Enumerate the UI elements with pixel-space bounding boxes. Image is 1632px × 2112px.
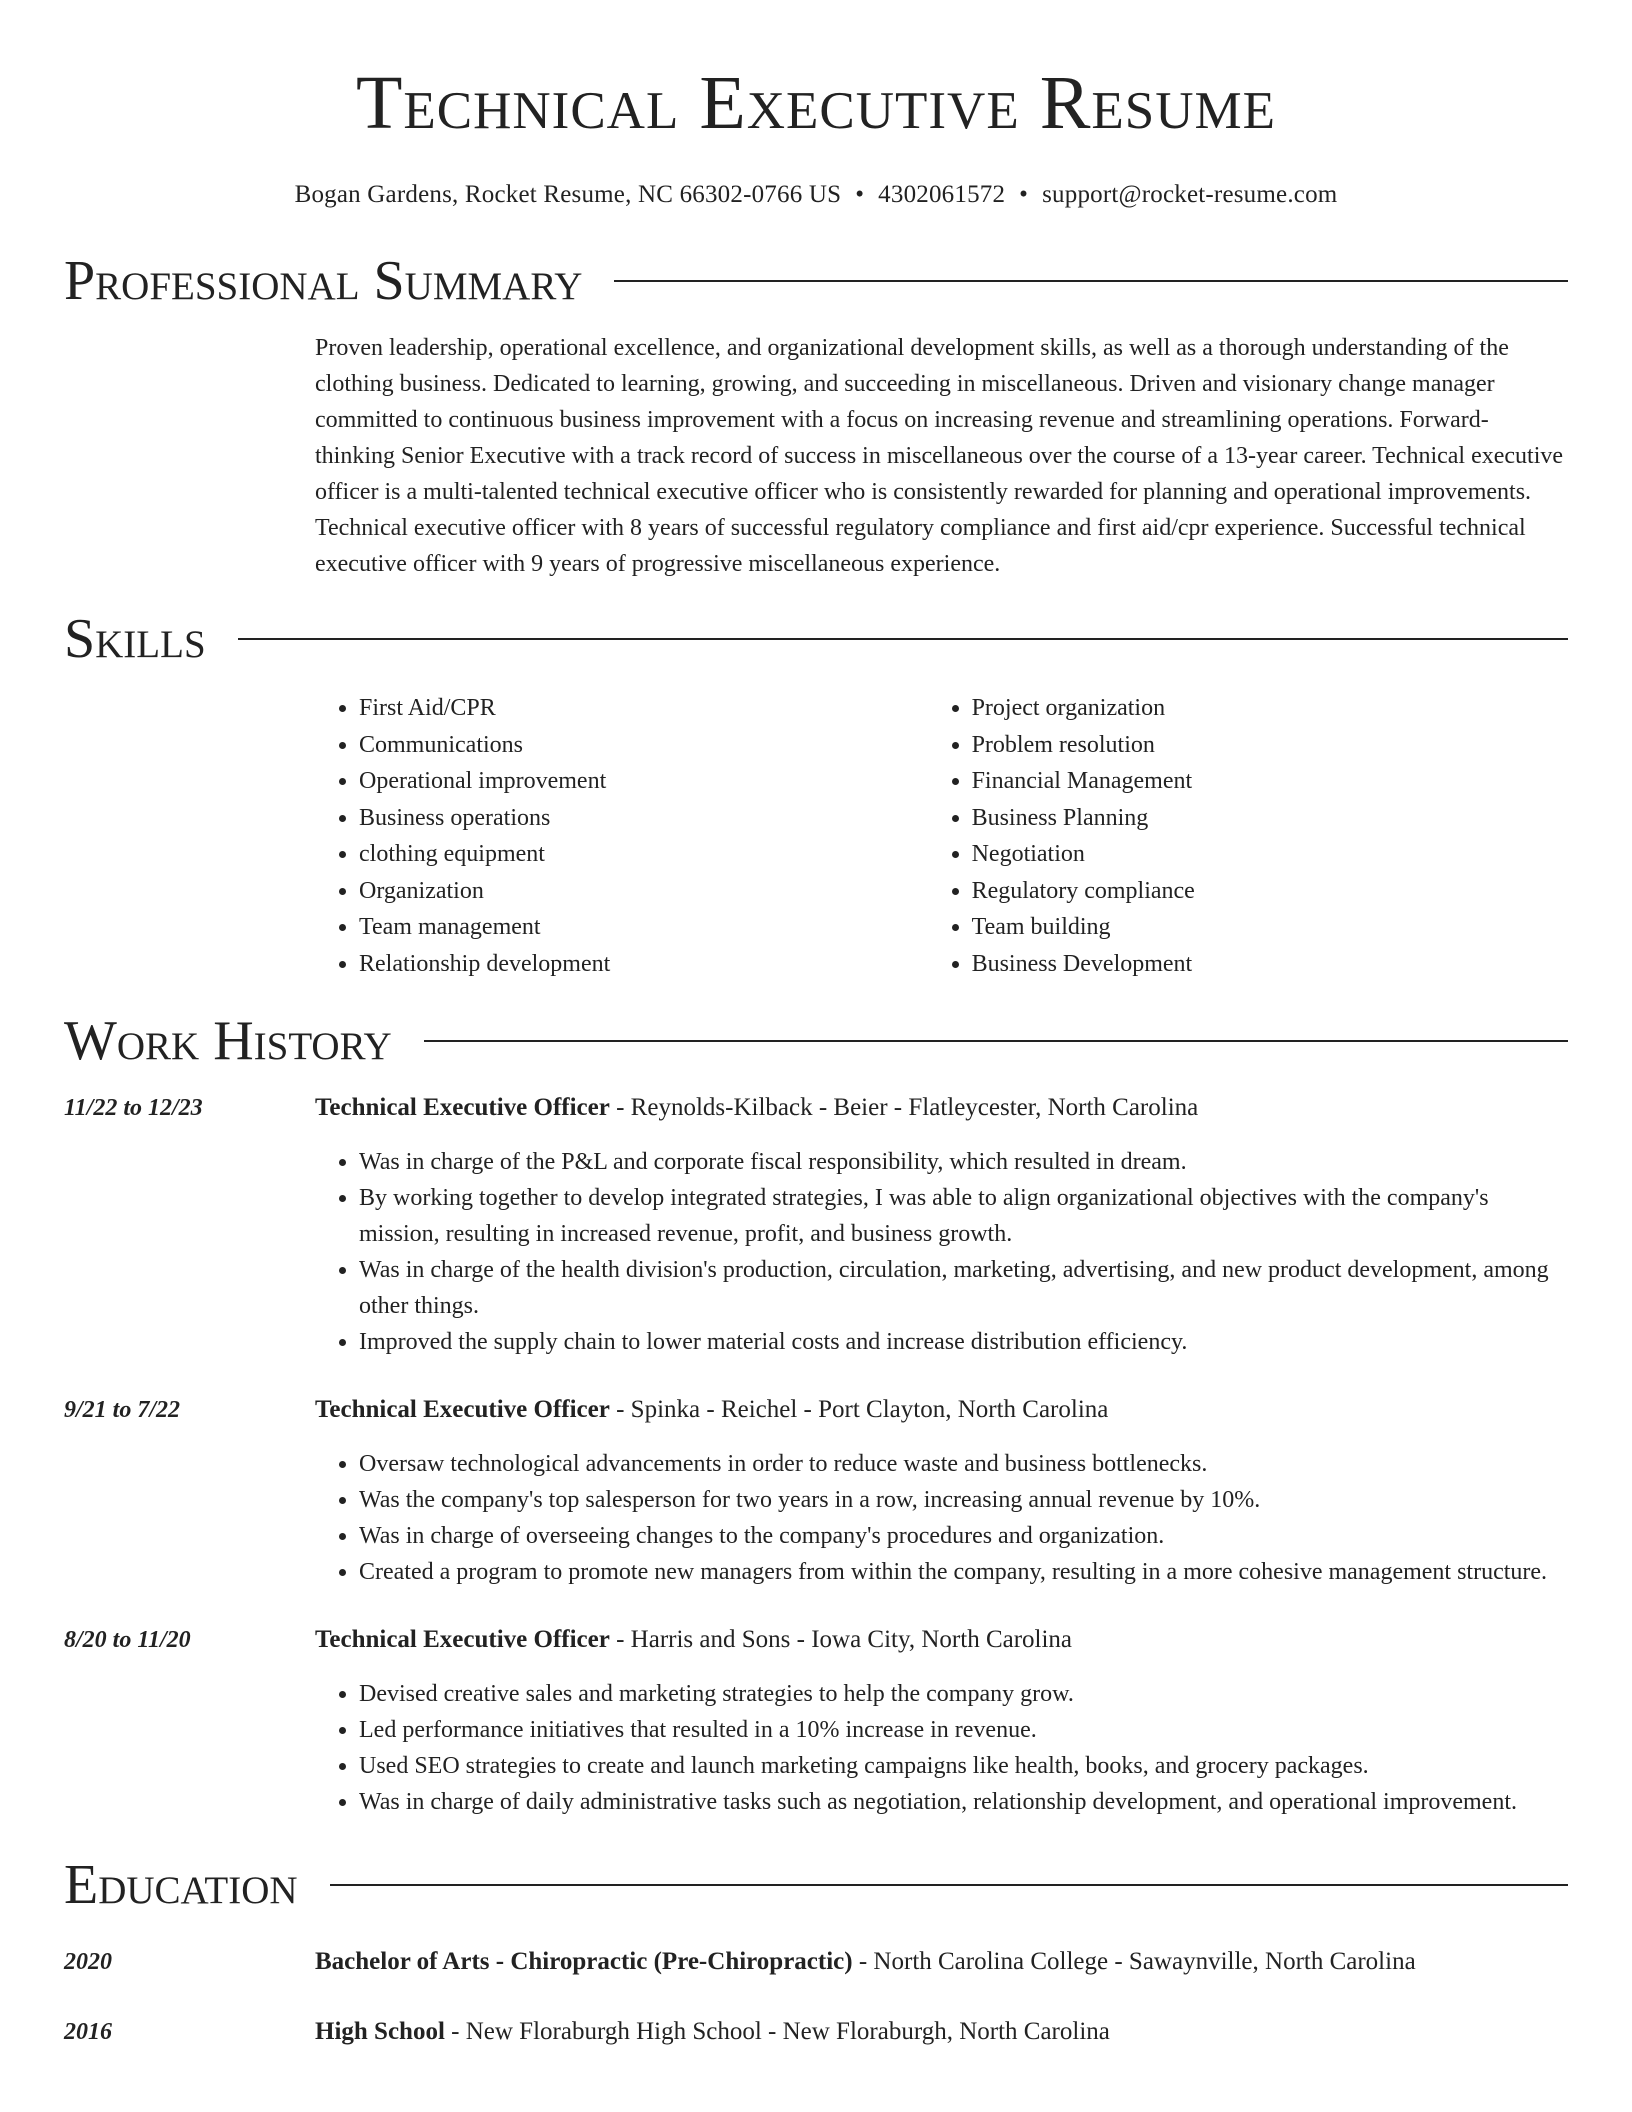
skills-heading: Skills: [64, 608, 206, 670]
job-employer: - Reynolds-Kilback - Beier - Flatleycester, North Carolina: [609, 1094, 1199, 1121]
job-entry: [64, 1622, 1568, 1820]
education-degree: High School: [315, 2018, 445, 2045]
job-title: Technical Executive Officer: [315, 1094, 610, 1121]
skills-list-right: [928, 690, 1568, 982]
job-heading: [315, 1090, 1568, 1126]
contact-line: [64, 180, 1568, 210]
resume-page: [64, 0, 1568, 2050]
contact-phone: 4302061572: [878, 181, 1006, 208]
job-bullet: • Was in charge of the P&L and corporate fiscal responsibility, which resulted in dream.: [359, 1144, 1568, 1180]
contact-address: Bogan Gardens, Rocket Resume, NC 66302-0766 US: [294, 181, 842, 208]
education-year: 2020: [64, 1949, 112, 1975]
skill-item: • Regulatory compliance: [972, 873, 1568, 910]
job-body: [315, 1392, 1568, 1590]
job-bullet: • Used SEO strategies to create and launch marketing campaigns like health, books, and grocery packages.: [359, 1748, 1568, 1784]
skill-item: • Operational improvement: [359, 763, 928, 800]
skills-section-header: [64, 604, 1568, 674]
job-entry: [64, 1090, 1568, 1360]
education-entry: [64, 1944, 1568, 1980]
education-school: - North Carolina College - Sawaynville, North Carolina: [852, 1948, 1416, 1975]
job-bullet: • Was in charge of daily administrative tasks such as negotiation, relationship development, and operational improvement.: [359, 1784, 1568, 1820]
work-heading: Work History: [64, 1010, 392, 1072]
job-bullet: • Improved the supply chain to lower material costs and increase distribution efficiency.: [359, 1324, 1568, 1360]
skill-item: • Team building: [972, 909, 1568, 946]
job-bullet: • By working together to develop integrated strategies, I was able to align organizational objectives with the company's mission, resulting in increased revenue, profit, and business growth.: [359, 1180, 1568, 1252]
skill-item: • clothing equipment: [359, 836, 928, 873]
job-title: Technical Executive Officer: [315, 1396, 610, 1423]
job-body: [315, 1622, 1568, 1820]
job-bullets: [315, 1144, 1568, 1360]
job-entry: [64, 1392, 1568, 1590]
skill-item: • Problem resolution: [972, 727, 1568, 764]
job-bullet: • Was in charge of overseeing changes to the company's procedures and organization.: [359, 1518, 1568, 1554]
job-bullet: • Devised creative sales and marketing strategies to help the company grow.: [359, 1676, 1568, 1712]
education-degree: Bachelor of Arts - Chiropractic (Pre-Chiropractic): [315, 1948, 853, 1975]
contact-separator: •: [1019, 181, 1029, 208]
job-bullet: • Led performance initiatives that resulted in a 10% increase in revenue.: [359, 1712, 1568, 1748]
skill-item: • First Aid/CPR: [359, 690, 928, 727]
job-bullets: [315, 1676, 1568, 1820]
job-employer: - Harris and Sons - Iowa City, North Carolina: [609, 1626, 1073, 1653]
education-heading-line: [315, 2014, 1568, 2050]
skill-item: • Project organization: [972, 690, 1568, 727]
job-bullets: [315, 1446, 1568, 1590]
job-dates: 9/21 to 7/22: [64, 1397, 181, 1423]
education-section-header: [64, 1850, 1568, 1920]
job-dates: 8/20 to 11/20: [64, 1627, 191, 1653]
job-employer: - Spinka - Reichel - Port Clayton, North Carolina: [609, 1396, 1109, 1423]
contact-separator: •: [855, 181, 865, 208]
skill-item: • Communications: [359, 727, 928, 764]
job-bullet: • Was in charge of the health division's production, circulation, marketing, advertising, and new product development, among other things.: [359, 1252, 1568, 1324]
education-school: - New Floraburgh High School - New Floraburgh, North Carolina: [444, 2018, 1110, 2045]
skill-item: • Business Development: [972, 946, 1568, 983]
education-heading-line: [315, 1944, 1568, 1980]
section-divider: [614, 280, 1568, 282]
section-divider: [238, 638, 1568, 640]
summary-section-header: [64, 246, 1568, 316]
resume-name: Technical Executive Resume: [355, 61, 1277, 145]
skill-item: • Organization: [359, 873, 928, 910]
skills-columns: [315, 690, 1568, 982]
education-heading: Education: [64, 1854, 298, 1916]
education-year: 2016: [64, 2019, 112, 2045]
job-dates: 11/22 to 12/23: [64, 1095, 203, 1121]
skill-item: • Business operations: [359, 800, 928, 837]
job-bullet: • Oversaw technological advancements in order to reduce waste and business bottlenecks.: [359, 1446, 1568, 1482]
summary-heading: Professional Summary: [64, 250, 583, 312]
skill-item: • Negotiation: [972, 836, 1568, 873]
job-bullet: • Was the company's top salesperson for two years in a row, increasing annual revenue by 10%.: [359, 1482, 1568, 1518]
summary-text: Proven leadership, operational excellence, and organizational development skills, as well as a thorough understanding of the clothing business. Dedicated to learning, growing, and succeeding in miscellaneous. Driven and visionary change manager committed to continuous business improvement with a focus on increasing revenue and streamlining operations. Forward-thinking Senior Executive with a track record of success in miscellaneous over the course of a 13-year career. Technical executive officer is a multi-talented technical executive officer who is consistently rewarded for planning and operational improvements. Technical executive officer with 8 years of successful regulatory compliance and first aid/cpr experience. Successful technical executive officer with 9 years of progressive miscellaneous experience.: [315, 335, 1564, 577]
section-divider: [330, 1884, 1568, 1886]
job-heading: [315, 1392, 1568, 1428]
skill-item: • Team management: [359, 909, 928, 946]
education-entry: [64, 2014, 1568, 2050]
job-title: Technical Executive Officer: [315, 1626, 610, 1653]
skill-item: • Business Planning: [972, 800, 1568, 837]
job-bullet: • Created a program to promote new managers from within the company, resulting in a more cohesive management structure.: [359, 1554, 1568, 1590]
skill-item: • Financial Management: [972, 763, 1568, 800]
skill-item: • Relationship development: [359, 946, 928, 983]
contact-email[interactable]: support@rocket-resume.com: [1042, 181, 1338, 208]
job-body: [315, 1090, 1568, 1360]
work-section-header: [64, 1006, 1568, 1076]
skills-list-left: [315, 690, 928, 982]
section-divider: [424, 1040, 1568, 1042]
job-heading: [315, 1622, 1568, 1658]
